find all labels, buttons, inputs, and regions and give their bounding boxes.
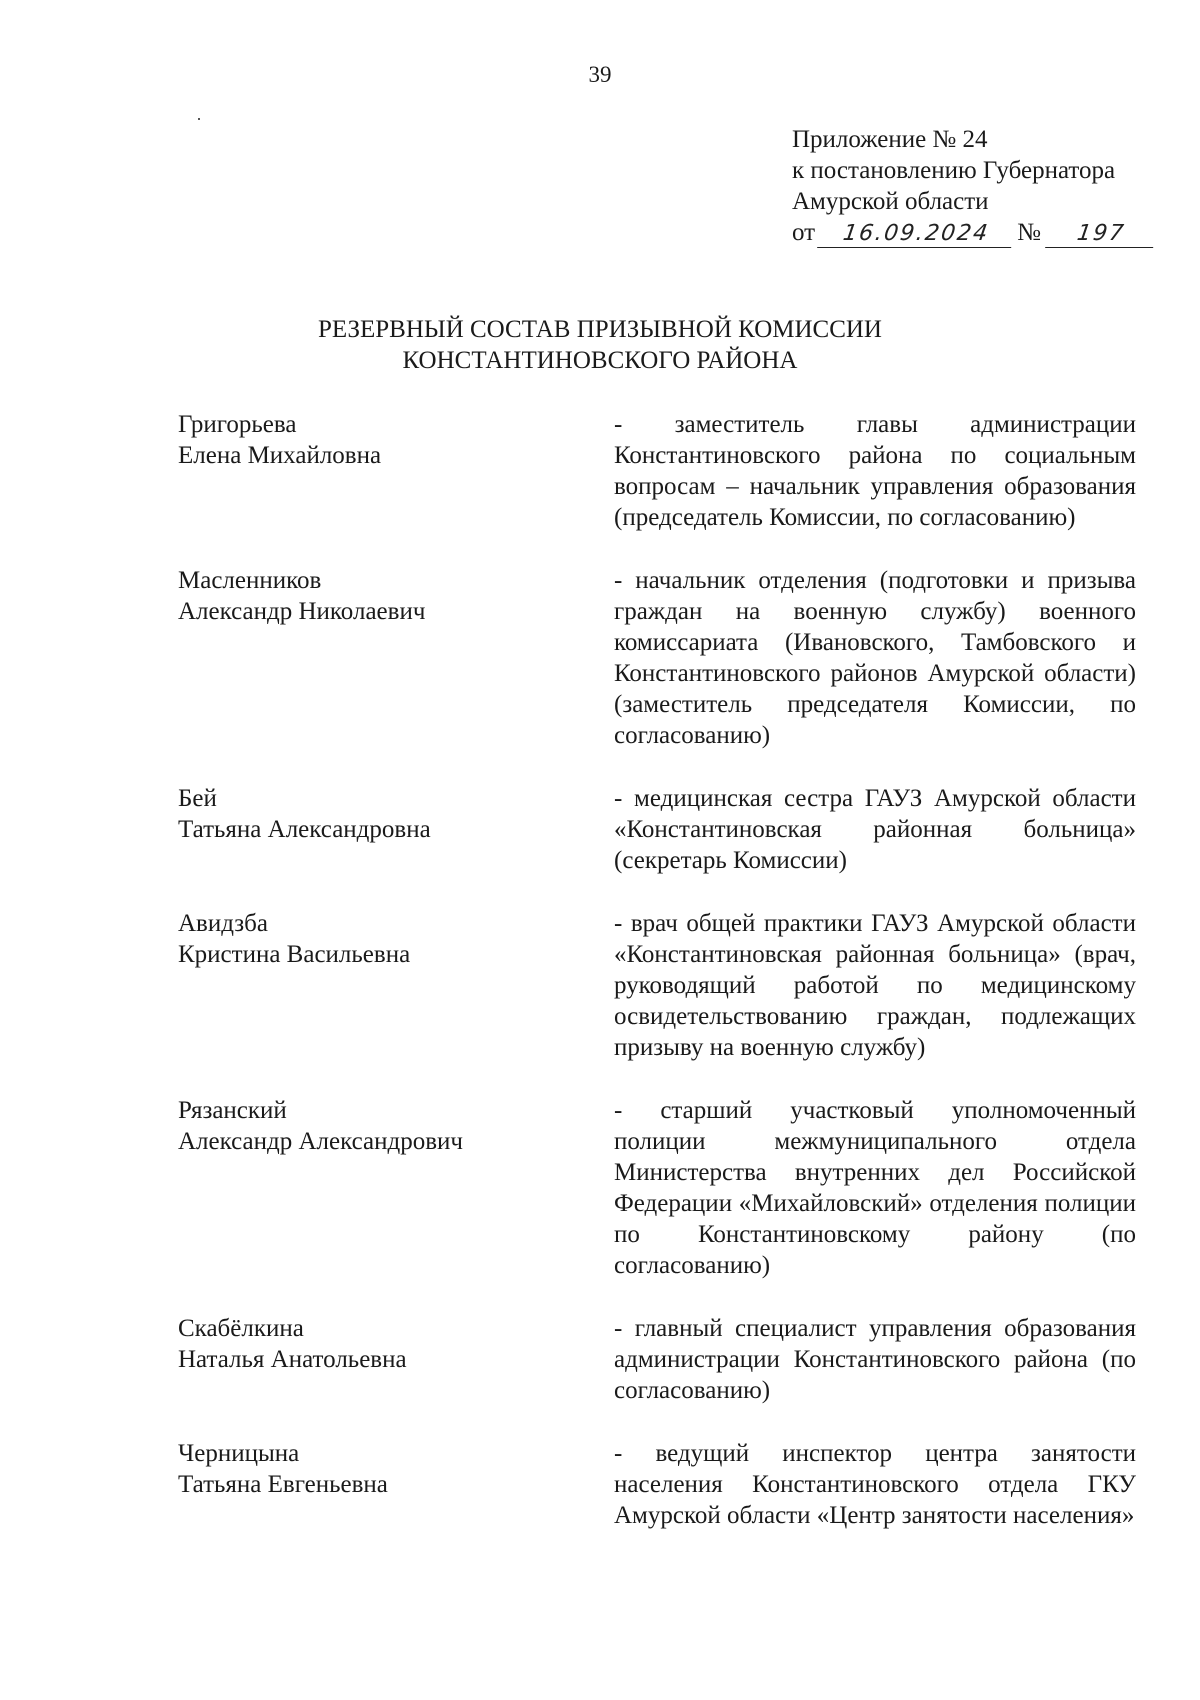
member-name: [178, 1438, 614, 1531]
member-given-names: Александр Александрович: [178, 1128, 463, 1155]
member-given-names: Наталья Анатольевна: [178, 1346, 407, 1373]
member-name: [178, 409, 614, 533]
member-name: [178, 1095, 614, 1281]
member-role: - начальник отделения (подготовки и призыва граждан на военную службу) военного комиссариата (Ивановского, Тамбовского и Константиновского районов Амурской области) (заместитель председателя Комиссии, по согласованию): [614, 567, 1136, 749]
member-row: [178, 1313, 1140, 1406]
member-row: [178, 1095, 1140, 1281]
member-surname: Масленников: [178, 567, 322, 594]
member-surname: Авидзба: [178, 910, 268, 937]
member-row: [178, 908, 1140, 1063]
document-title: [0, 314, 1200, 376]
member-role: - главный специалист управления образования администрации Константиновского района (по согласованию): [614, 1315, 1136, 1404]
page-number: 39: [588, 62, 612, 87]
handwritten-date: 16.09.2024: [817, 221, 1015, 248]
number-sign: №: [1017, 219, 1041, 246]
member-surname: Бей: [178, 785, 217, 812]
member-role: - медицинская сестра ГАУЗ Амурской области «Константиновская районная больница» (секретарь Комиссии): [614, 785, 1136, 874]
members-list: [178, 409, 1140, 1531]
member-surname: Рязанский: [178, 1097, 287, 1124]
title-line-1: РЕЗЕРВНЫЙ СОСТАВ ПРИЗЫВНОЙ КОМИССИИ: [317, 316, 882, 343]
handwritten-number: 197: [1045, 221, 1157, 248]
member-given-names: Кристина Васильевна: [178, 941, 411, 968]
member-role: - врач общей практики ГАУЗ Амурской области «Константиновская районная больница» (врач, руководящий работой по медицинскому освидетельствованию граждан, подлежащих призыву на военную службу): [614, 910, 1136, 1061]
member-surname: Скабёлкина: [178, 1315, 304, 1342]
member-given-names: Татьяна Александровна: [178, 816, 431, 843]
member-given-names: Александр Николаевич: [178, 598, 426, 625]
member-given-names: Елена Михайловна: [178, 442, 382, 469]
member-name: [178, 565, 614, 751]
member-surname: Черницына: [178, 1440, 300, 1467]
title-line-2: КОНСТАНТИНОВСКОГО РАЙОНА: [402, 347, 798, 374]
member-name: [178, 783, 614, 876]
appendix-resolution: к постановлению Губернатора: [792, 157, 1116, 184]
appendix-block: [792, 124, 1155, 248]
member-row: [178, 1438, 1140, 1531]
member-row: [178, 565, 1140, 751]
stray-mark: [198, 118, 200, 120]
member-row: [178, 409, 1140, 533]
member-role: - старший участковый уполномоченный полиции межмуниципального отдела Министерства внутренних дел Российской Федерации «Михайловский» отделения полиции по Константиновскому району (по согласованию): [614, 1097, 1136, 1279]
member-surname: Григорьева: [178, 411, 297, 438]
member-name: [178, 908, 614, 1063]
member-role: - ведущий инспектор центра занятости населения Константиновского отдела ГКУ Амурской области «Центр занятости населения»: [614, 1440, 1136, 1529]
member-given-names: Татьяна Евгеньевна: [178, 1471, 388, 1498]
member-row: [178, 783, 1140, 876]
appendix-region: Амурской области: [792, 188, 989, 215]
member-name: [178, 1313, 614, 1406]
date-prefix: от: [792, 219, 816, 246]
appendix-number: Приложение № 24: [792, 126, 988, 153]
member-role: - заместитель главы администрации Константиновского района по социальным вопросам – начальник управления образования (председатель Комиссии, по согласованию): [614, 411, 1136, 531]
appendix-date-row: [792, 217, 1155, 248]
